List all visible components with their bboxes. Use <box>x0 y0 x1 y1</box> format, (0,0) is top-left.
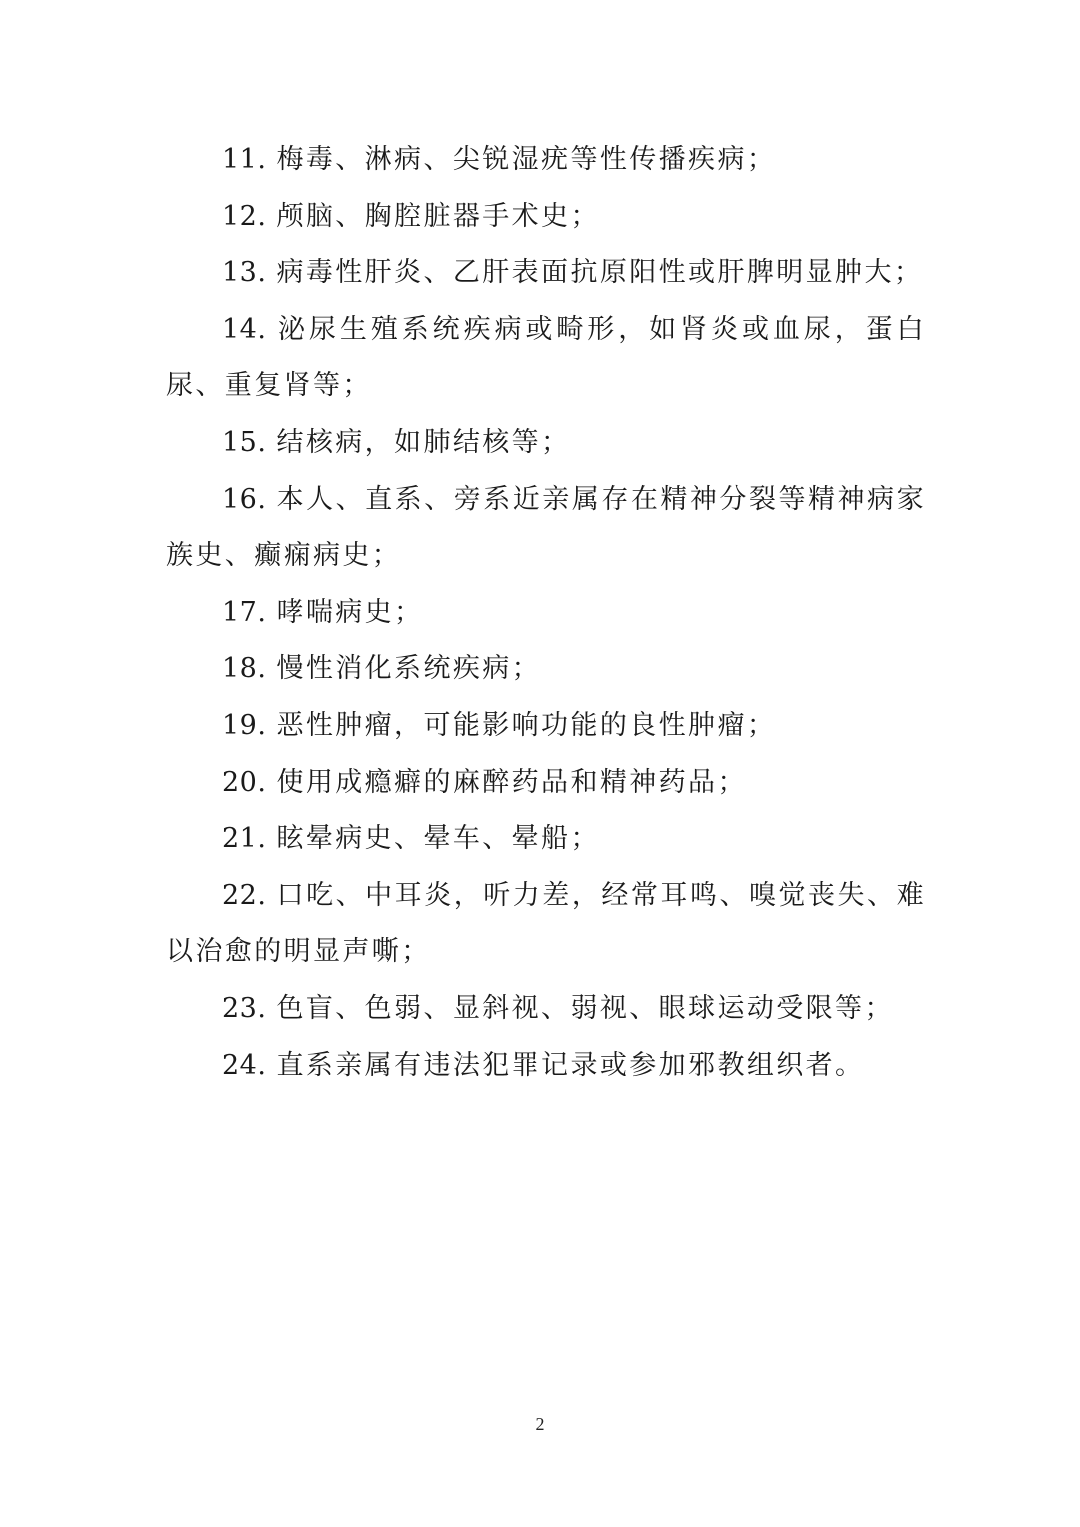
item-text: 结核病，如肺结核等； <box>276 426 571 458</box>
item-text: 口吃、中耳炎，听力差，经常耳鸣、嗅觉丧失、难以治愈的明显声嘶； <box>166 879 926 968</box>
item-number: 22. <box>222 879 267 911</box>
item-text: 慢性消化系统疾病； <box>276 653 542 685</box>
list-item <box>166 868 926 981</box>
list-item <box>166 189 926 246</box>
list-item <box>166 641 926 698</box>
item-text: 使用成瘾癖的麻醉药品和精神药品； <box>276 766 747 798</box>
item-list <box>166 132 926 1094</box>
item-number: 17. <box>222 596 267 628</box>
item-text: 恶性肿瘤，可能影响功能的良性肿瘤； <box>276 709 777 741</box>
item-text: 本人、直系、旁系近亲属存在精神分裂等精神病家族史、癫痫病史； <box>166 483 926 572</box>
list-item <box>166 245 926 302</box>
page-number: 2 <box>535 1414 545 1434</box>
item-number: 16. <box>222 483 267 515</box>
item-text: 病毒性肝炎、乙肝表面抗原阳性或肝脾明显肿大； <box>276 257 924 289</box>
list-item <box>166 585 926 642</box>
list-item <box>166 1038 926 1095</box>
item-number: 14. <box>222 313 267 345</box>
list-item <box>166 472 926 585</box>
item-number: 24. <box>222 1049 267 1081</box>
item-number: 20. <box>222 766 267 798</box>
item-text: 梅毒、淋病、尖锐湿疣等性传播疾病； <box>276 144 777 175</box>
item-text: 哮喘病史； <box>276 596 424 628</box>
list-item <box>166 415 926 472</box>
list-item <box>166 755 926 812</box>
item-text: 色盲、色弱、显斜视、弱视、眼球运动受限等； <box>276 992 894 1024</box>
item-number: 11. <box>222 144 267 175</box>
list-item <box>166 132 926 189</box>
item-number: 15. <box>222 426 267 458</box>
list-item <box>166 302 926 415</box>
item-text: 颅脑、胸腔脏器手术史； <box>276 200 600 232</box>
list-item <box>166 811 926 868</box>
list-item <box>166 981 926 1038</box>
item-text: 泌尿生殖系统疾病或畸形，如肾炎或血尿，蛋白尿、重复肾等； <box>166 313 926 402</box>
item-number: 18. <box>222 653 267 685</box>
item-text: 直系亲属有违法犯罪记录或参加邪教组织者。 <box>276 1049 865 1081</box>
item-number: 21. <box>222 823 267 855</box>
item-text: 眩晕病史、晕车、晕船； <box>276 823 600 855</box>
item-number: 13. <box>222 257 267 289</box>
item-number: 23. <box>222 992 267 1024</box>
list-item <box>166 698 926 755</box>
item-number: 12. <box>222 200 267 232</box>
item-number: 19. <box>222 709 267 741</box>
